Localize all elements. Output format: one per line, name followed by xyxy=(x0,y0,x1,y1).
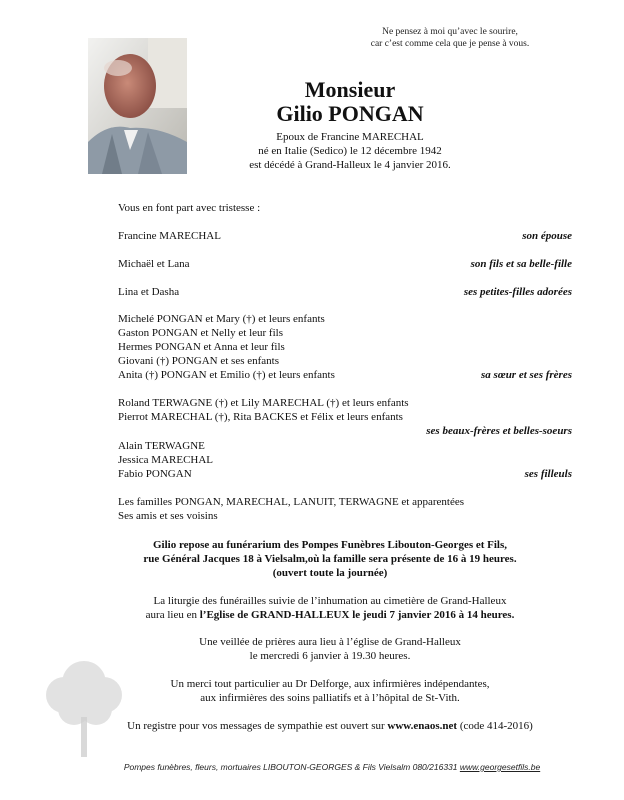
liturgy-line-1: La liturgie des funérailles suivie de l’inhumation au cimetière de Grand-Halleux xyxy=(153,595,507,607)
intro-text: Vous en font part avec tristesse : xyxy=(118,202,261,214)
godchild-line: Fabio PONGAN xyxy=(118,468,192,480)
family-relation: son épouse xyxy=(522,230,572,242)
quote xyxy=(300,26,600,50)
funeral-home-line-3: (ouvert toute la journée) xyxy=(272,567,388,579)
in-law-line: Roland TERWAGNE (†) et Lily MARECHAL (†) et leurs enfants xyxy=(118,397,409,409)
spouse-line: Epoux de Francine MARECHAL xyxy=(276,131,424,143)
liturgy-block xyxy=(80,594,580,622)
death-line: est décédé à Grand-Halleux le 4 janvier 2016. xyxy=(249,159,451,171)
liturgy-line-2-prefix: aura lieu en xyxy=(145,609,200,621)
family-name: Francine MARECHAL xyxy=(118,230,221,242)
siblings-relation: sa sœur et ses frères xyxy=(480,369,572,381)
portrait-photo xyxy=(88,38,187,174)
sibling-line: Giovani (†) PONGAN et ses enfants xyxy=(118,355,279,367)
quote-line-2: car c’est comme cela que je pense à vous. xyxy=(370,39,530,49)
funeral-home-line-2: rue Général Jacques 18 à Vielsalm,où la famille sera présente de 16 à 19 heures. xyxy=(143,553,517,565)
registry-site-link[interactable]: www.enaos.net xyxy=(387,720,458,732)
thanks-line-2: aux infirmières des soins palliatifs et à l’hôpital de St-Vith. xyxy=(200,692,460,704)
godchildren-relation: ses filleuls xyxy=(524,468,572,480)
funeral-home-line-1: Gilio repose au funérarium des Pompes Funèbres Libouton-Georges et Fils, xyxy=(152,539,508,551)
liturgy-line-2-details: l’Eglise de GRAND-HALLEUX le jeudi 7 janvier 2016 à 14 heures. xyxy=(199,609,515,621)
footer xyxy=(100,762,564,772)
in-laws-relation: ses beaux-frères et belles-soeurs xyxy=(426,425,572,437)
footer-text: Pompes funèbres, fleurs, mortuaires LIBOUTON-GEORGES & Fils Vielsalm 080/216331 xyxy=(123,762,460,772)
friends-line: Ses amis et ses voisins xyxy=(118,510,218,522)
family-relation: ses petites-filles adorées xyxy=(463,286,572,298)
vigil-block xyxy=(80,635,580,663)
registry-prefix: Un registre pour vos messages de sympathie est ouvert sur xyxy=(127,720,388,732)
registry-line xyxy=(80,719,580,733)
sibling-line: Michelé PONGAN et Mary (†) et leurs enfants xyxy=(118,313,325,325)
footer-website-link[interactable]: www.georgesetfils.be xyxy=(459,762,541,772)
vigil-line-2: le mercredi 6 janvier à 19.30 heures. xyxy=(249,650,411,662)
families-line: Les familles PONGAN, MARECHAL, LANUIT, TERWAGNE et apparentées xyxy=(118,496,465,508)
in-law-line: Pierrot MARECHAL (†), Rita BACKES et Félix et leurs enfants xyxy=(118,411,403,423)
sibling-line: Anita (†) PONGAN et Emilio (†) et leurs enfants xyxy=(118,369,335,381)
obituary-header xyxy=(180,78,520,172)
liturgy-line-2 xyxy=(80,608,580,622)
thanks-line-1: Un merci tout particulier au Dr Delforge, aux infirmières indépendantes, xyxy=(170,678,490,690)
thanks-block xyxy=(80,677,580,705)
portrait-image xyxy=(88,38,187,174)
family-relation: son fils et sa belle-fille xyxy=(470,258,572,270)
godchild-line: Alain TERWAGNE xyxy=(118,440,205,452)
godchild-line: Jessica MARECHAL xyxy=(118,454,214,466)
sibling-line: Gaston PONGAN et Nelly et leur fils xyxy=(118,327,283,339)
registry-suffix: (code 414-2016) xyxy=(457,720,533,732)
deceased-name: Gilio PONGAN xyxy=(276,101,424,126)
family-name: Lina et Dasha xyxy=(118,286,180,298)
vigil-line-1: Une veillée de prières aura lieu à l’église de Grand-Halleux xyxy=(199,636,461,648)
sibling-line: Hermes PONGAN et Anna et leur fils xyxy=(118,341,285,353)
family-name: Michaël et Lana xyxy=(118,258,190,270)
birth-line: né en Italie (Sedico) le 12 décembre 1942 xyxy=(258,145,442,157)
tree-icon xyxy=(40,655,128,760)
quote-line-1: Ne pensez à moi qu’avec le sourire, xyxy=(382,27,518,37)
title-honorific: Monsieur xyxy=(304,77,396,102)
funeral-home-block xyxy=(80,538,580,580)
